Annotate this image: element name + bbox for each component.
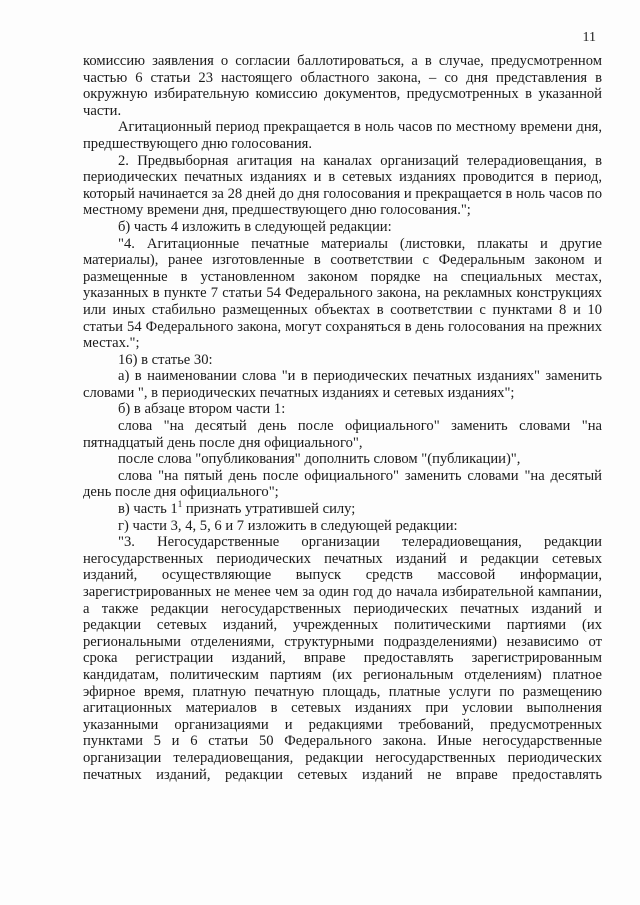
paragraph-v-before: в) часть 1 [118,501,178,518]
paragraph: б) часть 4 изложить в следующей редакции: [118,218,392,235]
page-number: 11 [582,30,596,45]
document-body [83,53,602,783]
paragraph: 16) в статье 30: [118,351,213,368]
paragraph-v [83,501,602,518]
paragraph: а) в наименовании слова "и в периодических печатных изданиях" заменить словами ", в периодических печатных изданиях и сетевых изданиях"; [83,368,602,401]
paragraph: "4. Агитационные печатные материалы (листовки, плакаты и другие материалы), ранее изготовленные в соответствии с Федеральным законом и размещенные в установленном законом порядке на специальных местах, указанных в пункте 7 статьи 54 Федерального закона, на рекламных конструкциях или иных стабильно размещенных объектах в соответствии с пунктами 8 и 10 статьи 54 Федерального закона, могут сохраняться в день голосования на прежних местах."; [83,235,602,352]
superscript: 1 [177,499,183,510]
paragraph: слова "на пятый день после официального" заменить словами "на десятый день после дня официального"; [83,467,602,501]
paragraph: г) части 3, 4, 5, 6 и 7 изложить в следующей редакции: [118,517,458,534]
paragraph: 2. Предвыборная агитация на каналах организаций телерадиовещания, в периодических печатных изданиях и в сетевых изданиях проводится в период, который начинается за 28 дней до дня голосования и прекращается в ноль часов по местному времени дня, предшествующего дню голосования."; [83,152,602,219]
paragraph: Агитационный период прекращается в ноль часов по местному времени дня, предшествующего дню голосования. [83,119,602,152]
paragraph: "3. Негосударственные организации телерадиовещания, редакции негосударственных периодических печатных изданий и редакции сетевых изданий, осуществляющие выпуск средств массовой информации, зарегистрированных не менее чем за один год до начала избирательной кампании, а также редакции негосударственных периодических печатных изданий и редакции сетевых изданий, учрежденных политическими партиями (их региональными отделениями, структурными подразделениями) независимо от срока регистрации изданий, вправе предоставлять зарегистрированным кандидатам, политическим партиям (их региональным отделениям) платное эфирное время, платную печатную площадь, платные услуги по размещению агитационных материалов в сетевых изданиях при условии выполнения указанными организациями и редакциями требований, предусмотренных пунктами 5 и 6 статьи 50 Федерального закона. Иные негосударственные организации телерадиовещания, редакции негосударственных периодических печатных изданий, редакции сетевых изданий не вправе предоставлять [83,534,602,783]
paragraph-v-after: признать утратившей силу; [182,501,356,518]
paragraph: комиссию заявления о согласии баллотироваться, а в случае, предусмотренном частью 6 статьи 23 настоящего областного закона, – со дня представления в окружную избирательную комиссию документов, предусмотренных в указанной части. [83,53,602,119]
paragraph: б) в абзаце втором части 1: [118,401,286,418]
paragraph: слова "на десятый день после официального" заменить словами "на пятнадцатый день после дня официального", [83,418,602,451]
paragraph: после слова "опубликования" дополнить словом "(публикации)", [118,451,521,468]
